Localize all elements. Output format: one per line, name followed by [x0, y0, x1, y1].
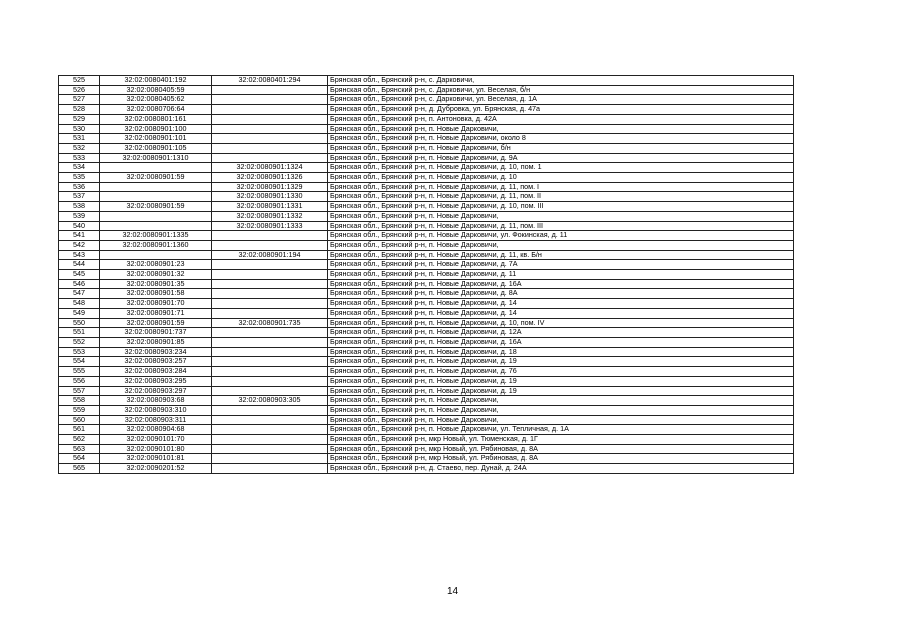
address-cell: Брянская обл., Брянский р-н, п. Новые Дарковичи, д. 19: [328, 376, 794, 386]
linked-cadastral-number-cell: [212, 357, 328, 367]
table-row: [59, 405, 794, 415]
cadastral-number-cell: 32:02:0080405:59: [100, 85, 212, 95]
cadastral-number-cell: 32:02:0080901:1360: [100, 240, 212, 250]
row-number-cell: 547: [59, 289, 100, 299]
cadastral-number-cell: [100, 211, 212, 221]
row-number-cell: 541: [59, 231, 100, 241]
table-row: [59, 444, 794, 454]
cadastral-number-cell: 32:02:0080903:310: [100, 405, 212, 415]
row-number-cell: 554: [59, 357, 100, 367]
row-number-cell: 531: [59, 134, 100, 144]
table-row: [59, 357, 794, 367]
row-number-cell: 537: [59, 192, 100, 202]
linked-cadastral-number-cell: [212, 134, 328, 144]
page-number: 14: [446, 586, 459, 597]
row-number-cell: 527: [59, 95, 100, 105]
linked-cadastral-number-cell: [212, 425, 328, 435]
cadastral-number-cell: 32:02:0080901:70: [100, 299, 212, 309]
cadastral-number-cell: 32:02:0080901:737: [100, 328, 212, 338]
linked-cadastral-number-cell: [212, 435, 328, 445]
address-cell: Брянская обл., Брянский р-н, п. Новые Дарковичи,: [328, 124, 794, 134]
linked-cadastral-number-cell: [212, 153, 328, 163]
table-row: [59, 367, 794, 377]
table-row: [59, 308, 794, 318]
cadastral-number-cell: 32:02:0080901:100: [100, 124, 212, 134]
linked-cadastral-number-cell: [212, 386, 328, 396]
linked-cadastral-number-cell: 32:02:0080901:1332: [212, 211, 328, 221]
cadastral-number-cell: 32:02:0080901:59: [100, 202, 212, 212]
address-cell: Брянская обл., Брянский р-н, п. Новые Дарковичи, д. 10, пом. IV: [328, 318, 794, 328]
table-row: [59, 153, 794, 163]
row-number-cell: 539: [59, 211, 100, 221]
row-number-cell: 532: [59, 143, 100, 153]
address-cell: Брянская обл., Брянский р-н, д. Стаево, пер. Дунай, д. 24А: [328, 464, 794, 474]
linked-cadastral-number-cell: [212, 279, 328, 289]
linked-cadastral-number-cell: 32:02:0080401:294: [212, 76, 328, 86]
table-row: [59, 386, 794, 396]
address-cell: Брянская обл., Брянский р-н, с. Дарковичи, ул. Веселая, д. 1А: [328, 95, 794, 105]
table-row: [59, 299, 794, 309]
address-cell: Брянская обл., Брянский р-н, п. Новые Дарковичи,: [328, 415, 794, 425]
linked-cadastral-number-cell: [212, 114, 328, 124]
table-row: [59, 124, 794, 134]
table-row: [59, 95, 794, 105]
address-cell: Брянская обл., Брянский р-н, п. Новые Дарковичи, д. 19: [328, 357, 794, 367]
row-number-cell: 536: [59, 182, 100, 192]
address-cell: Брянская обл., Брянский р-н, п. Антоновка, д. 42А: [328, 114, 794, 124]
cadastral-number-cell: 32:02:0080903:257: [100, 357, 212, 367]
address-cell: Брянская обл., Брянский р-н, мкр Новый, ул. Рябиновая, д. 8А: [328, 444, 794, 454]
linked-cadastral-number-cell: [212, 289, 328, 299]
cadastral-number-cell: 32:02:0080901:35: [100, 279, 212, 289]
table-row: [59, 260, 794, 270]
cadastral-number-cell: 32:02:0080901:1335: [100, 231, 212, 241]
address-cell: Брянская обл., Брянский р-н, п. Новые Дарковичи, д. 11: [328, 270, 794, 280]
row-number-cell: 553: [59, 347, 100, 357]
cadastral-number-cell: 32:02:0080901:32: [100, 270, 212, 280]
address-cell: Брянская обл., Брянский р-н, п. Новые Дарковичи, д. 14: [328, 308, 794, 318]
cadastral-number-cell: 32:02:0080903:311: [100, 415, 212, 425]
address-cell: Брянская обл., Брянский р-н, п. Новые Дарковичи,: [328, 240, 794, 250]
table-row: [59, 347, 794, 357]
cadastral-number-cell: 32:02:0080903:234: [100, 347, 212, 357]
linked-cadastral-number-cell: [212, 376, 328, 386]
row-number-cell: 563: [59, 444, 100, 454]
cadastral-number-cell: 32:02:0080901:23: [100, 260, 212, 270]
table-row: [59, 464, 794, 474]
cadastral-number-cell: 32:02:0080903:284: [100, 367, 212, 377]
address-cell: Брянская обл., Брянский р-н, п. Новые Дарковичи, д. 11, пом. II: [328, 192, 794, 202]
address-cell: Брянская обл., Брянский р-н, мкр Новый, ул. Тюменская, д. 1Г: [328, 435, 794, 445]
linked-cadastral-number-cell: [212, 143, 328, 153]
linked-cadastral-number-cell: [212, 240, 328, 250]
row-number-cell: 528: [59, 105, 100, 115]
table-row: [59, 173, 794, 183]
linked-cadastral-number-cell: [212, 308, 328, 318]
table-row: [59, 328, 794, 338]
table-row: [59, 221, 794, 231]
address-cell: Брянская обл., Брянский р-н, п. Новые Дарковичи, ул. Тепличная, д. 1А: [328, 425, 794, 435]
cadastral-number-cell: 32:02:0080903:297: [100, 386, 212, 396]
table-row: [59, 318, 794, 328]
cadastral-number-cell: 32:02:0080903:68: [100, 396, 212, 406]
table-row: [59, 425, 794, 435]
row-number-cell: 542: [59, 240, 100, 250]
row-number-cell: 559: [59, 405, 100, 415]
cadastral-number-cell: 32:02:0090101:81: [100, 454, 212, 464]
cadastral-number-cell: 32:02:0090101:70: [100, 435, 212, 445]
table-row: [59, 211, 794, 221]
linked-cadastral-number-cell: [212, 270, 328, 280]
table-row: [59, 415, 794, 425]
cadastral-number-cell: 32:02:0080901:59: [100, 318, 212, 328]
cadastral-number-cell: 32:02:0080801:161: [100, 114, 212, 124]
linked-cadastral-number-cell: 32:02:0080901:1331: [212, 202, 328, 212]
address-cell: Брянская обл., Брянский р-н, п. Новые Дарковичи,: [328, 211, 794, 221]
row-number-cell: 545: [59, 270, 100, 280]
linked-cadastral-number-cell: [212, 367, 328, 377]
cadastral-table: [58, 75, 794, 474]
table-row: [59, 289, 794, 299]
linked-cadastral-number-cell: [212, 95, 328, 105]
address-cell: Брянская обл., Брянский р-н, п. Новые Дарковичи, д. 76: [328, 367, 794, 377]
cadastral-number-cell: [100, 221, 212, 231]
address-cell: Брянская обл., Брянский р-н, п. Новые Дарковичи,: [328, 405, 794, 415]
address-cell: Брянская обл., Брянский р-н, п. Новые Дарковичи, д. 10, пом. 1: [328, 163, 794, 173]
row-number-cell: 549: [59, 308, 100, 318]
table-row: [59, 376, 794, 386]
cadastral-number-cell: 32:02:0080901:1310: [100, 153, 212, 163]
linked-cadastral-number-cell: [212, 337, 328, 347]
table-row: [59, 182, 794, 192]
address-cell: Брянская обл., Брянский р-н, п. Новые Дарковичи, д. 14: [328, 299, 794, 309]
address-cell: Брянская обл., Брянский р-н, п. Новые Дарковичи, д. 7А: [328, 260, 794, 270]
linked-cadastral-number-cell: [212, 105, 328, 115]
row-number-cell: 534: [59, 163, 100, 173]
address-cell: Брянская обл., Брянский р-н, п. Новые Дарковичи, д. 10: [328, 173, 794, 183]
linked-cadastral-number-cell: [212, 464, 328, 474]
row-number-cell: 530: [59, 124, 100, 134]
row-number-cell: 535: [59, 173, 100, 183]
linked-cadastral-number-cell: [212, 405, 328, 415]
row-number-cell: 538: [59, 202, 100, 212]
address-cell: Брянская обл., Брянский р-н, п. Новые Дарковичи, д. 11, кв. Б/н: [328, 250, 794, 260]
table-row: [59, 134, 794, 144]
linked-cadastral-number-cell: 32:02:0080901:1326: [212, 173, 328, 183]
row-number-cell: 533: [59, 153, 100, 163]
table-row: [59, 76, 794, 86]
cadastral-number-cell: [100, 192, 212, 202]
cadastral-number-cell: 32:02:0080901:59: [100, 173, 212, 183]
cadastral-number-cell: 32:02:0080904:68: [100, 425, 212, 435]
cadastral-number-cell: 32:02:0080903:295: [100, 376, 212, 386]
linked-cadastral-number-cell: [212, 231, 328, 241]
linked-cadastral-number-cell: 32:02:0080901:194: [212, 250, 328, 260]
table-row: [59, 337, 794, 347]
address-cell: Брянская обл., Брянский р-н, п. Новые Дарковичи, д. 19: [328, 386, 794, 396]
table-row: [59, 114, 794, 124]
row-number-cell: 526: [59, 85, 100, 95]
row-number-cell: 560: [59, 415, 100, 425]
address-cell: Брянская обл., Брянский р-н, п. Новые Дарковичи,: [328, 396, 794, 406]
row-number-cell: 558: [59, 396, 100, 406]
cadastral-number-cell: 32:02:0080405:62: [100, 95, 212, 105]
linked-cadastral-number-cell: 32:02:0080901:1333: [212, 221, 328, 231]
linked-cadastral-number-cell: 32:02:0080901:1329: [212, 182, 328, 192]
linked-cadastral-number-cell: [212, 444, 328, 454]
row-number-cell: 555: [59, 367, 100, 377]
linked-cadastral-number-cell: [212, 124, 328, 134]
cadastral-number-cell: [100, 250, 212, 260]
address-cell: Брянская обл., Брянский р-н, п. Новые Дарковичи, б/н: [328, 143, 794, 153]
table-row: [59, 396, 794, 406]
cadastral-number-cell: 32:02:0080901:71: [100, 308, 212, 318]
address-cell: Брянская обл., Брянский р-н, д. Дубровка, ул. Брянская, д. 47а: [328, 105, 794, 115]
row-number-cell: 544: [59, 260, 100, 270]
linked-cadastral-number-cell: 32:02:0080903:305: [212, 396, 328, 406]
row-number-cell: 543: [59, 250, 100, 260]
cadastral-number-cell: 32:02:0080901:101: [100, 134, 212, 144]
row-number-cell: 552: [59, 337, 100, 347]
linked-cadastral-number-cell: [212, 299, 328, 309]
row-number-cell: 540: [59, 221, 100, 231]
row-number-cell: 546: [59, 279, 100, 289]
address-cell: Брянская обл., Брянский р-н, с. Дарковичи,: [328, 76, 794, 86]
address-cell: Брянская обл., Брянский р-н, мкр Новый, ул. Рябиновая, д. 8А: [328, 454, 794, 464]
linked-cadastral-number-cell: 32:02:0080901:1324: [212, 163, 328, 173]
row-number-cell: 525: [59, 76, 100, 86]
address-cell: Брянская обл., Брянский р-н, п. Новые Дарковичи, д. 9А: [328, 153, 794, 163]
cadastral-number-cell: 32:02:0080901:85: [100, 337, 212, 347]
table-row: [59, 435, 794, 445]
cadastral-number-cell: 32:02:0080901:58: [100, 289, 212, 299]
cadastral-number-cell: 32:02:0080401:192: [100, 76, 212, 86]
table-row: [59, 231, 794, 241]
table-row: [59, 163, 794, 173]
row-number-cell: 565: [59, 464, 100, 474]
linked-cadastral-number-cell: [212, 454, 328, 464]
address-cell: Брянская обл., Брянский р-н, с. Дарковичи, ул. Веселая, б/н: [328, 85, 794, 95]
address-cell: Брянская обл., Брянский р-н, п. Новые Дарковичи, д. 11, пом. III: [328, 221, 794, 231]
table-row: [59, 454, 794, 464]
table-body: [59, 76, 794, 474]
table-row: [59, 270, 794, 280]
linked-cadastral-number-cell: [212, 85, 328, 95]
row-number-cell: 550: [59, 318, 100, 328]
table-row: [59, 250, 794, 260]
table-row: [59, 202, 794, 212]
address-cell: Брянская обл., Брянский р-н, п. Новые Дарковичи, д. 18: [328, 347, 794, 357]
address-cell: Брянская обл., Брянский р-н, п. Новые Дарковичи, д. 10, пом. III: [328, 202, 794, 212]
row-number-cell: 556: [59, 376, 100, 386]
address-cell: Брянская обл., Брянский р-н, п. Новые Дарковичи, д. 16А: [328, 337, 794, 347]
address-cell: Брянская обл., Брянский р-н, п. Новые Дарковичи, д. 8А: [328, 289, 794, 299]
table-row: [59, 105, 794, 115]
address-cell: Брянская обл., Брянский р-н, п. Новые Дарковичи, д. 16А: [328, 279, 794, 289]
linked-cadastral-number-cell: [212, 328, 328, 338]
address-cell: Брянская обл., Брянский р-н, п. Новые Дарковичи, д. 12А: [328, 328, 794, 338]
linked-cadastral-number-cell: 32:02:0080901:735: [212, 318, 328, 328]
address-cell: Брянская обл., Брянский р-н, п. Новые Дарковичи, ул. Фокинская, д. 11: [328, 231, 794, 241]
linked-cadastral-number-cell: [212, 415, 328, 425]
cadastral-number-cell: [100, 182, 212, 192]
row-number-cell: 529: [59, 114, 100, 124]
linked-cadastral-number-cell: [212, 347, 328, 357]
cadastral-number-cell: 32:02:0090101:80: [100, 444, 212, 454]
table-row: [59, 143, 794, 153]
row-number-cell: 562: [59, 435, 100, 445]
row-number-cell: 561: [59, 425, 100, 435]
address-cell: Брянская обл., Брянский р-н, п. Новые Дарковичи, около 8: [328, 134, 794, 144]
row-number-cell: 551: [59, 328, 100, 338]
cadastral-number-cell: 32:02:0080901:105: [100, 143, 212, 153]
linked-cadastral-number-cell: [212, 260, 328, 270]
table-row: [59, 85, 794, 95]
row-number-cell: 564: [59, 454, 100, 464]
cadastral-number-cell: 32:02:0090201:52: [100, 464, 212, 474]
cadastral-number-cell: [100, 163, 212, 173]
linked-cadastral-number-cell: 32:02:0080901:1330: [212, 192, 328, 202]
row-number-cell: 557: [59, 386, 100, 396]
cadastral-number-cell: 32:02:0080706:64: [100, 105, 212, 115]
table-row: [59, 192, 794, 202]
table-row: [59, 240, 794, 250]
row-number-cell: 548: [59, 299, 100, 309]
table-row: [59, 279, 794, 289]
address-cell: Брянская обл., Брянский р-н, п. Новые Дарковичи, д. 11, пом. I: [328, 182, 794, 192]
